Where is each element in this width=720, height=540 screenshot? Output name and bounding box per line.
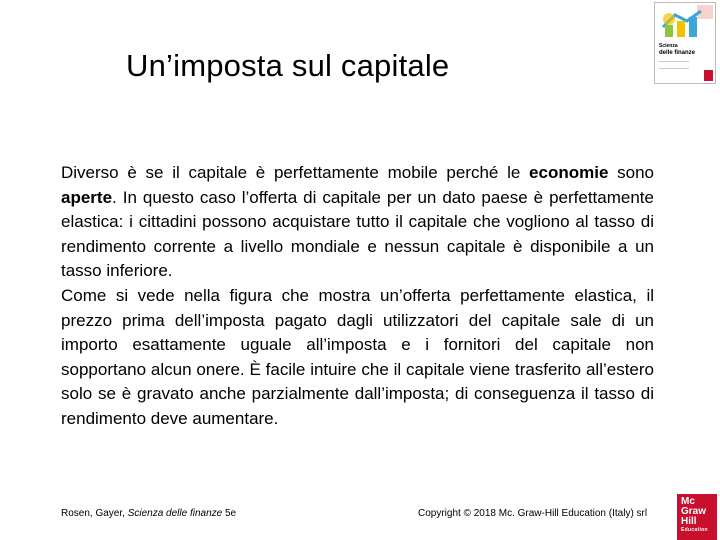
- paragraph-1-text-c: . In questo caso l’offerta di capitale per un dato paese è perfettamente elastica: i cittadini possono acquistare tutto il capitale che vogliono al tasso di rendimento corrente a livello mondiale e nessun capitale è disponibile a un tasso inferiore.: [61, 187, 654, 281]
- footer-copyright: Copyright © 2018 Mc. Graw-Hill Education (Italy) srl: [418, 508, 648, 519]
- paragraph-1-text-a: Diverso è se il capitale è perfettamente mobile perché le: [61, 163, 530, 182]
- body-paragraph-2: Come si vede nella figura che mostra un’offerta perfettamente elastica, il prezzo prima dell’imposta pagato dagli utilizzatori del capitale sale di un importo esattamente uguale all’imposta e i fornitori del capitale non sopportano alcun onere. È facile intuire che il capitale viene trasferito all’estero solo se è gravato anche parzialmente dall’imposta; di conseguenza il tasso di rendimento deve aumentare.: [61, 285, 654, 428]
- paragraph-1-bold-economie: economie: [529, 163, 609, 182]
- footer-edition: 5e: [222, 508, 237, 519]
- body-paragraph-1: [61, 161, 654, 284]
- logo-line-hill: Hill: [681, 516, 697, 527]
- book-cover-thumbnail: [654, 2, 716, 84]
- logo-line-mc: Mc: [681, 496, 695, 507]
- paragraph-1-bold-aperte: aperte: [61, 187, 113, 207]
- footer-citation: [61, 508, 236, 519]
- footer-book-title: Scienza delle finanze: [127, 508, 223, 519]
- book-cover-publisher-logo-icon: [704, 70, 713, 81]
- slide-title: Un’imposta sul capitale: [126, 48, 450, 83]
- book-cover-text-lines: [659, 61, 689, 69]
- book-cover-title-line1: Scienza: [659, 43, 678, 49]
- paragraph-1-text-b: sono: [608, 163, 654, 182]
- book-cover-graphic-icon: [657, 5, 713, 39]
- slide-body: [61, 161, 654, 432]
- logo-line-graw: Graw: [681, 506, 707, 517]
- book-cover-title-line2: delle finanze: [659, 50, 696, 56]
- logo-line-education: Education: [681, 527, 708, 533]
- mcgraw-hill-logo: [677, 494, 717, 540]
- footer-authors: Rosen, Gayer,: [61, 508, 128, 519]
